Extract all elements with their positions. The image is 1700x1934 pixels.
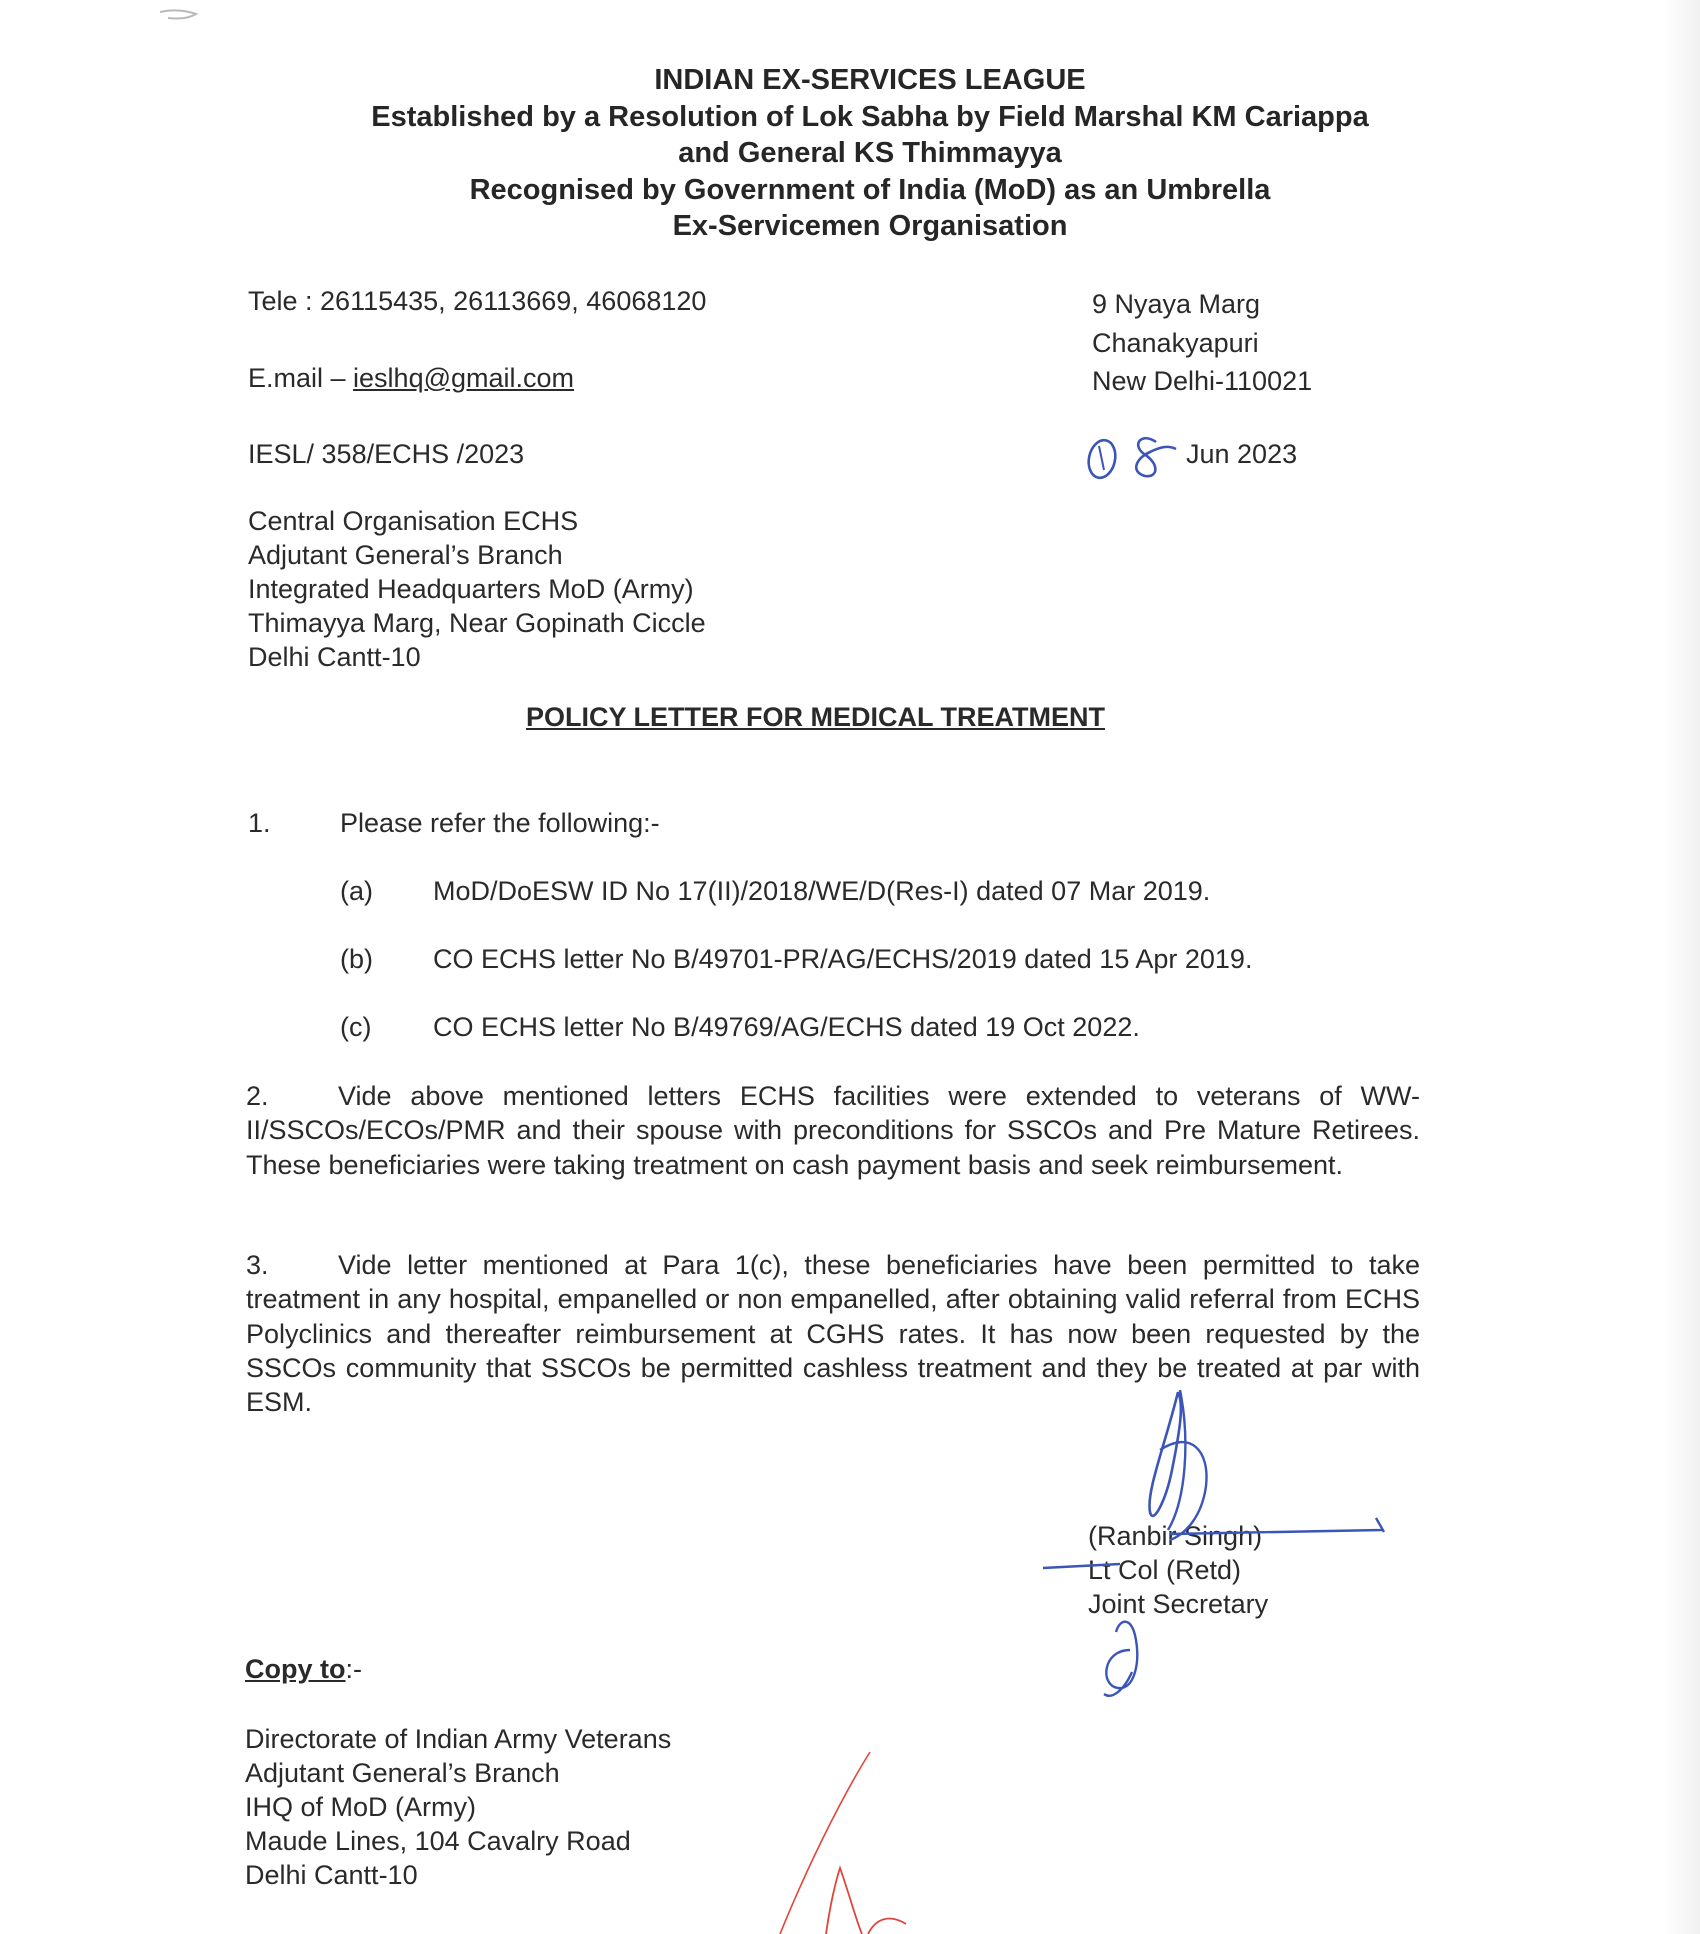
letterhead-line-2: Established by a Resolution of Lok Sabha by Field Marshal KM Cariappa <box>371 100 1369 133</box>
telephone-numbers: Tele : 26115435, 26113669, 46068120 <box>248 286 707 316</box>
address-line: 9 Nyaya Marg <box>1092 289 1261 319</box>
ref-a-label: (a) <box>340 876 373 906</box>
ref-c-label: (c) <box>340 1012 372 1042</box>
ref-b-text: CO ECHS letter No B/49701-PR/AG/ECHS/2019 dated 15 Apr 2019. <box>433 944 1253 974</box>
handwritten-date-mark <box>1085 438 1176 481</box>
copy-to-line: Maude Lines, 104 Cavalry Road <box>245 1826 631 1856</box>
subject-heading: POLICY LETTER FOR MEDICAL TREATMENT <box>526 702 1105 732</box>
ref-a-text: MoD/DoESW ID No 17(II)/2018/WE/D(Res-I) dated 07 Mar 2019. <box>433 876 1211 906</box>
recipient-line: Adjutant General’s Branch <box>248 540 563 570</box>
para-1-number: 1. <box>248 808 271 838</box>
red-pen-marks <box>780 1752 906 1934</box>
scan-smudge <box>160 10 196 18</box>
email-label: E.mail – <box>248 363 354 393</box>
para-3-text: Vide letter mentioned at Para 1(c), these beneficiaries have been permitted to take treatment in any hospital, empanelled or non empanelled, after obtaining valid referral from ECHS Polyclinics and thereafter reimbursement at CGHS rates. It has now been requested by the SSCOs community that SSCOs be permitted cashless treatment and they be treated at par with ESM. <box>246 1250 1420 1418</box>
copy-to-suffix: :- <box>345 1654 362 1684</box>
letterhead-line-4: Recognised by Government of India (MoD) as an Umbrella <box>469 173 1271 206</box>
address-line: New Delhi-110021 <box>1092 366 1313 396</box>
recipient-line: Delhi Cantt-10 <box>248 642 421 672</box>
signatory-designation: Joint Secretary <box>1088 1589 1269 1619</box>
para-3-number: 3. <box>246 1250 269 1280</box>
letterhead-line-5: Ex-Servicemen Organisation <box>672 210 1068 242</box>
recipient-line: Central Organisation ECHS <box>248 506 579 536</box>
copy-to-line: Adjutant General’s Branch <box>245 1758 560 1788</box>
signatory-name: (Ranbir Singh) <box>1088 1521 1263 1551</box>
recipient-line: Thimayya Marg, Near Gopinath Ciccle <box>248 608 706 638</box>
recipient-line: Integrated Headquarters MoD (Army) <box>248 574 694 604</box>
para-2-text: Vide above mentioned letters ECHS facilities were extended to veterans of WW-II/SSCOs/ECOs/PMR and their spouse with preconditions for SSCOs and Pre Mature Retirees. These beneficiaries were taking treatment on cash payment basis and seek reimbursement. <box>246 1081 1420 1180</box>
para-1-text: Please refer the following:- <box>340 808 660 838</box>
letterhead-line-3: and General KS Thimmayya <box>678 137 1062 169</box>
reference-number: IESL/ 358/ECHS /2023 <box>248 439 525 469</box>
para-2-number: 2. <box>246 1081 269 1111</box>
letter-date: Jun 2023 <box>1186 439 1298 469</box>
ref-c-text: CO ECHS letter No B/49769/AG/ECHS dated 19 Oct 2022. <box>433 1012 1140 1042</box>
copy-to-line: IHQ of MoD (Army) <box>245 1792 477 1822</box>
copy-to-line: Delhi Cantt-10 <box>245 1860 418 1890</box>
signature <box>1043 1390 1384 1696</box>
signatory-rank: Lt Col (Retd) <box>1088 1555 1242 1585</box>
copy-to-text: Copy to <box>245 1654 346 1684</box>
copy-to-line: Directorate of Indian Army Veterans <box>245 1724 672 1754</box>
org-name: INDIAN EX-SERVICES LEAGUE <box>654 64 1086 96</box>
address-line: Chanakyapuri <box>1092 327 1259 358</box>
ref-b-label: (b) <box>340 944 373 974</box>
email-link[interactable]: ieslhq@gmail.com <box>353 363 575 393</box>
